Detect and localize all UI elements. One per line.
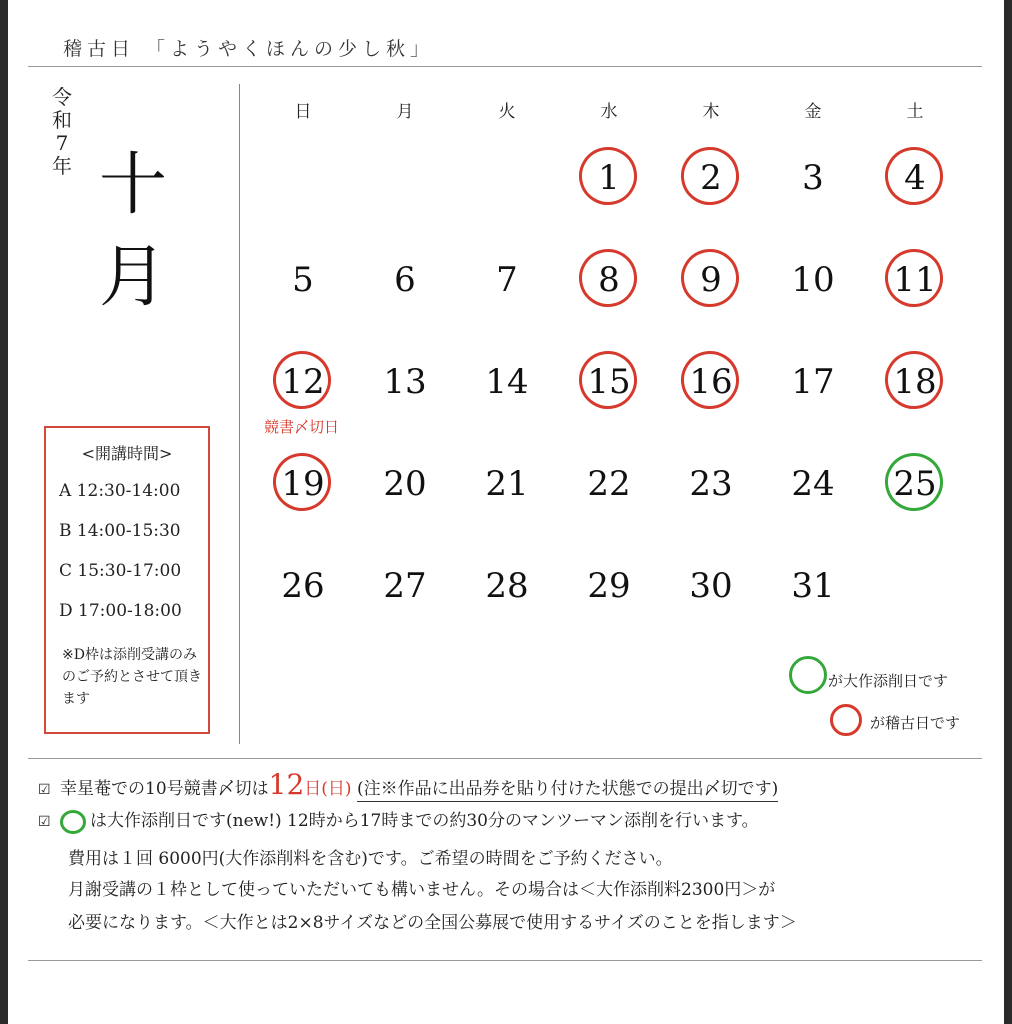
note-line-1 — [38, 768, 778, 801]
note-1-text: 幸星菴での10号競書〆切は — [60, 779, 269, 799]
opening-hours-box — [44, 426, 210, 734]
note-line-5: 必要になります。＜大作とは2×8サイズなどの全国公募展で使用するサイズのことを指します＞ — [68, 913, 797, 933]
checkbox-icon: ☑ — [38, 814, 51, 830]
calendar-day: 22 — [587, 464, 631, 504]
weekday-header: 日 — [294, 102, 312, 122]
note-line-4: 月謝受講の１枠として使っていただいても構いません。その場合は＜大作添削料2300円＞が — [68, 880, 776, 900]
month-bottom: 月 — [98, 238, 167, 317]
legend-red: が稽古日です — [870, 714, 961, 732]
slot-d: D 17:00-18:00 — [59, 601, 182, 621]
note-2-text: は大作添削日です(new!) 12時から17時までの約30分のマンツーマン添削を行います。 — [90, 811, 759, 831]
weekday-header: 土 — [906, 102, 924, 122]
calendar-page — [8, 0, 1004, 1024]
calendar-day: 5 — [292, 260, 314, 300]
deadline-date: 12 — [268, 768, 305, 801]
green-circle-icon — [60, 810, 86, 834]
calendar-day: 12 — [268, 352, 338, 412]
calendar-day: 27 — [383, 566, 427, 606]
month-title — [98, 140, 168, 324]
calendar-day: 8 — [574, 250, 644, 310]
calendar-day: 4 — [880, 148, 950, 208]
weekday-header: 木 — [702, 102, 720, 122]
vertical-divider — [239, 84, 240, 744]
note-line-3: 費用は１回 6000円(大作添削料を含む)です。ご希望の時間をご予約ください。 — [68, 849, 673, 869]
weekday-header: 火 — [498, 102, 516, 122]
calendar-day: 10 — [791, 260, 835, 300]
calendar-day: 26 — [281, 566, 325, 606]
calendar-day: 19 — [268, 454, 338, 514]
calendar-day: 28 — [485, 566, 529, 606]
note-line-2 — [38, 806, 759, 834]
top-divider — [28, 66, 982, 67]
weekday-header: 金 — [804, 102, 822, 122]
middle-divider — [28, 758, 982, 759]
calendar-day: 24 — [791, 464, 835, 504]
calendar-day: 17 — [791, 362, 835, 402]
slot-note: ※D枠は添削受講のみのご予約とさせて頂きます — [62, 647, 202, 707]
calendar-day: 11 — [880, 250, 950, 310]
slot-b: B 14:00-15:30 — [59, 521, 181, 541]
slot-a: A 12:30-14:00 — [59, 481, 181, 501]
calendar-day: 18 — [880, 352, 950, 412]
green-circle-icon — [789, 656, 827, 694]
calendar-day: 6 — [394, 260, 416, 300]
note-1-remark: (注※作品に出品券を貼り付けた状態での提出〆切です) — [357, 779, 778, 802]
calendar-day: 3 — [802, 158, 824, 198]
deadline-day: 日(日) — [304, 779, 352, 799]
checkbox-icon: ☑ — [38, 782, 51, 798]
bottom-divider — [28, 960, 982, 961]
red-circle-icon — [830, 704, 862, 736]
calendar-day: 20 — [383, 464, 427, 504]
page-title: 稽古日 「ようやくほんの少し秋」 — [63, 38, 435, 60]
calendar-day: 2 — [676, 148, 746, 208]
calendar-day: 16 — [676, 352, 746, 412]
calendar-day: 13 — [383, 362, 427, 402]
calendar-day: 15 — [574, 352, 644, 412]
calendar-day: 14 — [485, 362, 529, 402]
calendar-day: 30 — [689, 566, 733, 606]
weekday-header: 月 — [396, 102, 414, 122]
calendar-day: 31 — [791, 566, 835, 606]
calendar-day: 25 — [880, 454, 950, 514]
calendar-day: 21 — [485, 464, 529, 504]
weekday-header: 水 — [600, 102, 618, 122]
hours-title: <開講時間> — [81, 444, 173, 463]
month-top: 十 — [98, 146, 167, 225]
calendar-day: 23 — [689, 464, 733, 504]
legend-green: が大作添削日です — [828, 672, 949, 690]
slot-c: C 15:30-17:00 — [59, 561, 182, 581]
calendar-day: 9 — [676, 250, 746, 310]
deadline-label: 競書〆切日 — [264, 418, 340, 436]
calendar-day: 29 — [587, 566, 631, 606]
era-year: 令和7年 — [52, 85, 72, 178]
calendar-day: 1 — [574, 148, 644, 208]
calendar-day: 7 — [496, 260, 518, 300]
